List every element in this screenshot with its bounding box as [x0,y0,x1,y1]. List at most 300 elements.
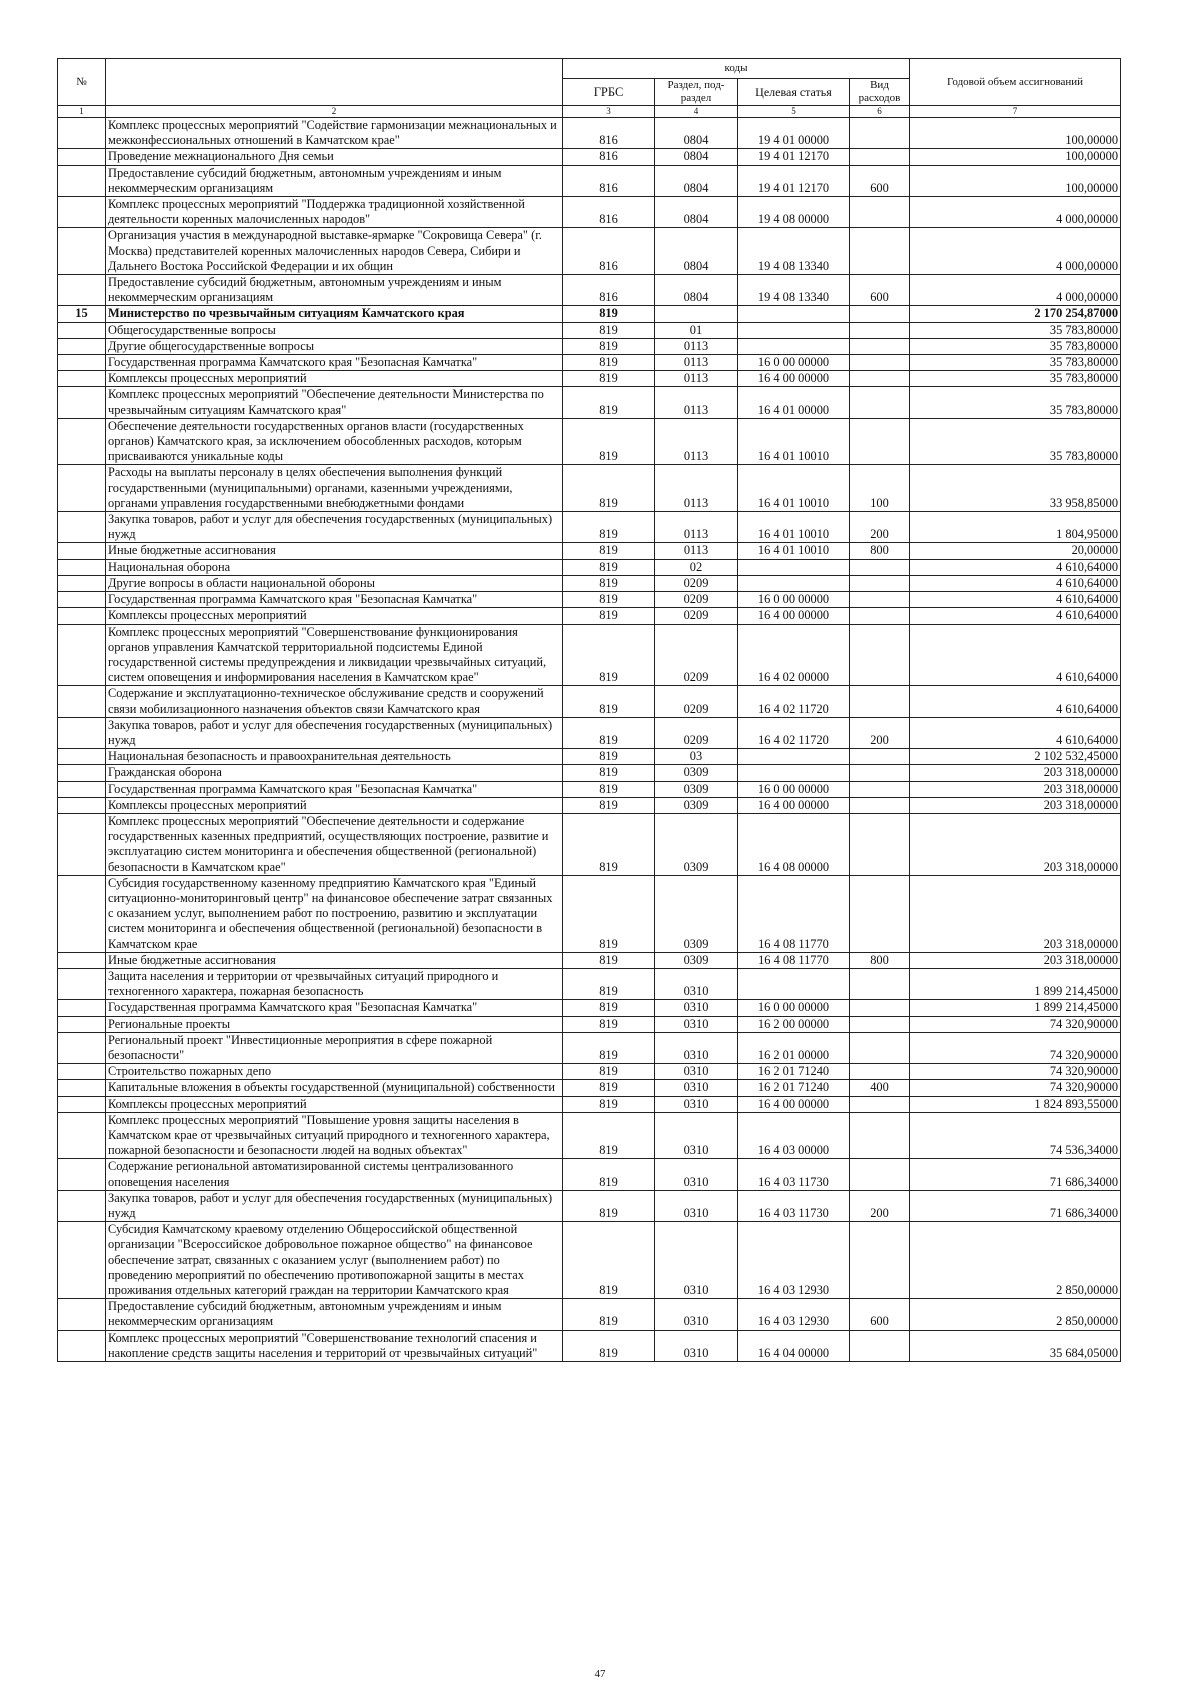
row-number [58,1096,106,1112]
row-name: Закупка товаров, работ и услуг для обеспечения государственных (муниципальных) нужд [106,512,563,543]
row-target [738,575,850,591]
row-number [58,575,106,591]
table-row [58,465,1121,512]
table-row [58,1190,1121,1221]
row-number [58,418,106,465]
row-target: 16 4 01 00000 [738,387,850,418]
row-number [58,875,106,952]
row-type: 200 [850,512,910,543]
row-amount: 2 102 532,45000 [910,749,1121,765]
row-grbs: 819 [563,1190,655,1221]
row-type [850,1159,910,1190]
row-section: 0309 [655,952,738,968]
row-grbs: 819 [563,813,655,875]
row-type: 400 [850,1080,910,1096]
row-amount: 203 318,00000 [910,765,1121,781]
row-section: 0310 [655,1032,738,1063]
row-number [58,1112,106,1159]
row-grbs: 819 [563,1016,655,1032]
row-target: 16 0 00 00000 [738,781,850,797]
row-name: Комплексы процессных мероприятий [106,797,563,813]
row-grbs: 819 [563,1080,655,1096]
row-section: 0310 [655,1064,738,1080]
row-amount: 203 318,00000 [910,781,1121,797]
row-grbs: 819 [563,338,655,354]
column-number: 2 [106,106,563,118]
row-name: Гражданская оборона [106,765,563,781]
row-name: Региональные проекты [106,1016,563,1032]
table-row [58,875,1121,952]
column-number: 5 [738,106,850,118]
table-row [58,1222,1121,1299]
row-target: 16 4 02 11720 [738,717,850,748]
row-type [850,592,910,608]
row-type: 600 [850,275,910,306]
row-section: 0113 [655,387,738,418]
header-amount: Годовой объем ассигнований [910,59,1121,106]
row-grbs: 816 [563,228,655,275]
row-grbs: 819 [563,781,655,797]
table-row [58,165,1121,196]
row-type [850,371,910,387]
row-section: 0804 [655,275,738,306]
row-type [850,875,910,952]
row-name: Предоставление субсидий бюджетным, автономным учреждениям и иным некоммерческим организациям [106,165,563,196]
row-target: 19 4 01 12170 [738,165,850,196]
row-section: 0804 [655,149,738,165]
row-target: 19 4 08 00000 [738,197,850,228]
table-row [58,149,1121,165]
row-number [58,765,106,781]
row-section: 0310 [655,1222,738,1299]
row-number [58,512,106,543]
table-row [58,306,1121,322]
row-section: 0804 [655,165,738,196]
row-section: 0309 [655,875,738,952]
row-section: 0113 [655,465,738,512]
table-row [58,686,1121,717]
row-grbs: 819 [563,1330,655,1361]
row-grbs: 819 [563,968,655,999]
budget-table-page [57,58,1120,1362]
row-amount: 4 000,00000 [910,275,1121,306]
table-row [58,512,1121,543]
row-target [738,559,850,575]
row-number [58,1080,106,1096]
row-amount: 4 000,00000 [910,197,1121,228]
row-target: 16 4 00 00000 [738,797,850,813]
row-name: Иные бюджетные ассигнования [106,543,563,559]
row-amount: 1 804,95000 [910,512,1121,543]
table-row [58,1000,1121,1016]
row-number [58,968,106,999]
row-amount: 4 610,64000 [910,559,1121,575]
row-name: Предоставление субсидий бюджетным, автономным учреждениям и иным некоммерческим организациям [106,275,563,306]
row-type [850,228,910,275]
table-row [58,322,1121,338]
row-name: Государственная программа Камчатского края "Безопасная Камчатка" [106,355,563,371]
row-amount: 74 536,34000 [910,1112,1121,1159]
row-name: Национальная безопасность и правоохранительная деятельность [106,749,563,765]
column-number: 4 [655,106,738,118]
row-grbs: 819 [563,875,655,952]
row-target: 16 0 00 00000 [738,355,850,371]
row-number [58,1016,106,1032]
row-number [58,275,106,306]
row-name: Комплекс процессных мероприятий "Содействие гармонизации межнациональных и межконфессиональных отношений в Камчатском крае" [106,118,563,149]
row-target: 16 4 01 10010 [738,418,850,465]
row-type [850,1016,910,1032]
table-row [58,624,1121,686]
row-type [850,149,910,165]
table-row [58,1080,1121,1096]
row-number [58,1064,106,1080]
row-amount: 74 320,90000 [910,1032,1121,1063]
row-grbs: 819 [563,355,655,371]
row-amount: 203 318,00000 [910,875,1121,952]
row-type [850,322,910,338]
row-name: Субсидия государственному казенному предприятию Камчатского края "Единый ситуационно-мониторинговый центр" на финансовое обеспечение затрат связанных с оказанием услуг, выполнением работ по построению, развитию и эксплуатации систем мониторинга и обеспечения общественной (региональной) безопасности в Камчатском крае [106,875,563,952]
table-row [58,592,1121,608]
row-target: 16 4 00 00000 [738,371,850,387]
row-section: 0113 [655,512,738,543]
row-grbs: 816 [563,118,655,149]
row-section: 0310 [655,1299,738,1330]
row-type [850,1096,910,1112]
row-grbs: 819 [563,575,655,591]
row-target: 16 0 00 00000 [738,1000,850,1016]
row-section: 0804 [655,118,738,149]
row-amount: 203 318,00000 [910,797,1121,813]
row-section: 0804 [655,197,738,228]
row-name: Региональный проект "Инвестиционные мероприятия в сфере пожарной безопасности" [106,1032,563,1063]
table-row [58,355,1121,371]
table-row [58,1159,1121,1190]
table-row [58,418,1121,465]
table-row [58,1330,1121,1361]
row-target: 19 4 08 13340 [738,275,850,306]
row-type [850,418,910,465]
row-number [58,355,106,371]
row-amount: 71 686,34000 [910,1159,1121,1190]
row-target: 16 4 02 11720 [738,686,850,717]
row-type [850,749,910,765]
row-grbs: 816 [563,197,655,228]
row-target: 16 4 03 00000 [738,1112,850,1159]
table-row [58,968,1121,999]
row-type [850,338,910,354]
row-amount: 203 318,00000 [910,952,1121,968]
row-target: 16 4 03 11730 [738,1190,850,1221]
table-row [58,387,1121,418]
table-row [58,118,1121,149]
table-row [58,543,1121,559]
row-type [850,306,910,322]
row-section: 01 [655,322,738,338]
row-grbs: 819 [563,371,655,387]
row-name: Закупка товаров, работ и услуг для обеспечения государственных (муниципальных) нужд [106,717,563,748]
row-number [58,1000,106,1016]
row-grbs: 816 [563,165,655,196]
row-name: Другие вопросы в области национальной обороны [106,575,563,591]
row-number [58,797,106,813]
row-name: Предоставление субсидий бюджетным, автономным учреждениям и иным некоммерческим организациям [106,1299,563,1330]
table-row [58,717,1121,748]
row-section: 0309 [655,813,738,875]
row-section: 03 [655,749,738,765]
row-grbs: 819 [563,1159,655,1190]
row-number [58,1222,106,1299]
row-section: 0209 [655,624,738,686]
row-grbs: 819 [563,387,655,418]
row-amount: 4 610,64000 [910,686,1121,717]
table-row [58,749,1121,765]
row-amount: 1 824 893,55000 [910,1096,1121,1112]
row-type [850,1112,910,1159]
row-amount: 100,00000 [910,165,1121,196]
header-grbs: ГРБС [563,79,655,106]
row-grbs: 819 [563,465,655,512]
row-grbs: 819 [563,624,655,686]
row-number [58,1330,106,1361]
row-number [58,813,106,875]
row-target: 16 4 08 11770 [738,952,850,968]
row-section: 0309 [655,765,738,781]
budget-table [57,58,1121,1362]
row-amount: 2 850,00000 [910,1299,1121,1330]
row-target: 19 4 01 00000 [738,118,850,149]
row-section: 0113 [655,338,738,354]
row-number [58,686,106,717]
row-grbs: 819 [563,543,655,559]
row-type [850,765,910,781]
column-number: 3 [563,106,655,118]
row-number [58,149,106,165]
header-no: № [58,59,106,106]
row-grbs: 819 [563,1032,655,1063]
row-section: 0209 [655,686,738,717]
budget-rows [58,118,1121,1362]
row-grbs: 819 [563,797,655,813]
row-number [58,228,106,275]
row-grbs: 816 [563,149,655,165]
row-name: Общегосударственные вопросы [106,322,563,338]
row-amount: 33 958,85000 [910,465,1121,512]
table-row [58,1032,1121,1063]
row-section: 0310 [655,968,738,999]
row-grbs: 819 [563,952,655,968]
row-type [850,355,910,371]
row-name: Комплекс процессных мероприятий "Совершенствование технологий спасения и накопление средств защиты населения и территорий от чрезвычайных ситуаций" [106,1330,563,1361]
row-number [58,1299,106,1330]
row-name: Иные бюджетные ассигнования [106,952,563,968]
row-type: 200 [850,1190,910,1221]
row-section: 02 [655,559,738,575]
table-row [58,228,1121,275]
row-grbs: 819 [563,512,655,543]
row-target: 16 4 03 12930 [738,1299,850,1330]
row-target: 16 4 02 00000 [738,624,850,686]
row-type [850,813,910,875]
table-row [58,275,1121,306]
row-number [58,749,106,765]
row-number [58,322,106,338]
row-target: 16 4 08 00000 [738,813,850,875]
row-amount: 35 684,05000 [910,1330,1121,1361]
row-type [850,781,910,797]
row-type [850,387,910,418]
row-type [850,1222,910,1299]
row-number [58,118,106,149]
row-number [58,387,106,418]
row-type [850,1330,910,1361]
row-target: 16 4 00 00000 [738,608,850,624]
row-amount: 74 320,90000 [910,1016,1121,1032]
table-row [58,952,1121,968]
row-grbs: 819 [563,1222,655,1299]
row-target [738,749,850,765]
row-section: 0113 [655,418,738,465]
row-number [58,608,106,624]
table-row [58,797,1121,813]
row-section: 0310 [655,1330,738,1361]
row-amount: 35 783,80000 [910,371,1121,387]
row-target: 16 2 01 71240 [738,1064,850,1080]
row-name: Комплекс процессных мероприятий "Повышение уровня защиты населения в Камчатском крае от чрезвычайных ситуаций природного и техногенного характера, пожарной безопасности и безопасности людей на водных объектах" [106,1112,563,1159]
row-grbs: 819 [563,1299,655,1330]
row-target [738,322,850,338]
page-number: 47 [594,1668,606,1680]
column-number: 6 [850,106,910,118]
row-type [850,797,910,813]
row-grbs: 819 [563,765,655,781]
row-section: 0310 [655,1080,738,1096]
row-name: Комплексы процессных мероприятий [106,608,563,624]
row-amount: 4 610,64000 [910,575,1121,591]
row-type [850,197,910,228]
row-grbs: 819 [563,592,655,608]
row-name: Комплекс процессных мероприятий "Обеспечение деятельности и содержание государственных казенных предприятий, осуществляющих построение, развитие и эксплуатацию систем мониторинга и обеспечения общественной (региональной) безопасности в Камчатском крае" [106,813,563,875]
row-section: 0209 [655,592,738,608]
row-name: Организация участия в международной выставке-ярмарке "Сокровища Севера" (г. Москва) представителей коренных малочисленных народов Севера, Сибири и Дальнего Востока Российской Федерации и их общин [106,228,563,275]
row-name: Комплексы процессных мероприятий [106,1096,563,1112]
row-amount: 71 686,34000 [910,1190,1121,1221]
row-target: 16 2 00 00000 [738,1016,850,1032]
row-target: 16 4 01 10010 [738,543,850,559]
row-type [850,608,910,624]
row-amount: 4 000,00000 [910,228,1121,275]
row-type [850,1000,910,1016]
row-section: 0309 [655,797,738,813]
table-row [58,559,1121,575]
row-amount: 203 318,00000 [910,813,1121,875]
row-type [850,624,910,686]
row-grbs: 819 [563,608,655,624]
row-number [58,559,106,575]
row-name: Комплекс процессных мероприятий "Обеспечение деятельности Министерства по чрезвычайным ситуациям Камчатского края" [106,387,563,418]
row-name: Субсидия Камчатскому краевому отделению Общероссийской общественной организации "Всероссийское добровольное пожарное общество" на финансовое обеспечение затрат, связанных с оказанием услуг (выполнением работ) по проведению мероприятий по обеспечению противопожарной защиты в местах проживания отдельных категорий граждан на территории Камчатского края [106,1222,563,1299]
row-amount: 4 610,64000 [910,592,1121,608]
row-name: Национальная оборона [106,559,563,575]
row-number [58,165,106,196]
row-number [58,465,106,512]
row-amount: 35 783,80000 [910,355,1121,371]
column-numbers-row [58,106,1121,118]
row-target: 19 4 08 13340 [738,228,850,275]
row-name: Обеспечение деятельности государственных органов власти (государственных органов) Камчатского края, за исключением обособленных расходов, которым присваиваются уникальные коды [106,418,563,465]
row-grbs: 819 [563,686,655,717]
row-target [738,306,850,322]
row-name: Строительство пожарных депо [106,1064,563,1080]
row-name: Другие общегосударственные вопросы [106,338,563,354]
row-section: 0209 [655,608,738,624]
row-target: 16 4 00 00000 [738,1096,850,1112]
row-name: Содержание региональной автоматизированной системы централизованного оповещения населения [106,1159,563,1190]
row-target: 16 4 01 10010 [738,465,850,512]
row-amount: 1 899 214,45000 [910,968,1121,999]
table-row [58,765,1121,781]
row-type: 600 [850,1299,910,1330]
row-number [58,781,106,797]
table-row [58,813,1121,875]
row-name: Содержание и эксплуатационно-техническое обслуживание средств и сооружений связи мобилизационного назначения объектов связи Камчатского края [106,686,563,717]
row-amount: 2 170 254,87000 [910,306,1121,322]
row-section: 0209 [655,717,738,748]
row-section: 0310 [655,1112,738,1159]
row-number [58,1159,106,1190]
table-row [58,1016,1121,1032]
row-name: Защита населения и территории от чрезвычайных ситуаций природного и техногенного характера, пожарная безопасность [106,968,563,999]
row-number [58,543,106,559]
row-section: 0310 [655,1159,738,1190]
row-target: 16 4 03 12930 [738,1222,850,1299]
row-amount: 2 850,00000 [910,1222,1121,1299]
row-amount: 35 783,80000 [910,338,1121,354]
row-type [850,1032,910,1063]
row-grbs: 819 [563,1112,655,1159]
row-number [58,624,106,686]
row-number [58,592,106,608]
row-name: Капитальные вложения в объекты государственной (муниципальной) собственности [106,1080,563,1096]
row-number [58,338,106,354]
row-amount: 100,00000 [910,118,1121,149]
row-section: 0113 [655,371,738,387]
row-amount: 35 783,80000 [910,387,1121,418]
row-amount: 35 783,80000 [910,418,1121,465]
table-row [58,338,1121,354]
row-section: 0310 [655,1096,738,1112]
row-number [58,717,106,748]
table-row [58,608,1121,624]
row-section: 0310 [655,1016,738,1032]
header-target: Целевая статья [738,79,850,106]
row-amount: 20,00000 [910,543,1121,559]
row-type [850,575,910,591]
row-section: 0310 [655,1000,738,1016]
row-name: Государственная программа Камчатского края "Безопасная Камчатка" [106,781,563,797]
row-name: Расходы на выплаты персоналу в целях обеспечения выполнения функций государственными (муниципальными) органами, казенными учреждениями, органами управления государственными внебюджетными фондами [106,465,563,512]
table-row [58,781,1121,797]
row-grbs: 819 [563,322,655,338]
row-type: 100 [850,465,910,512]
header-codes: коды [563,59,910,79]
row-target: 16 0 00 00000 [738,592,850,608]
row-amount: 1 899 214,45000 [910,1000,1121,1016]
row-name: Комплекс процессных мероприятий "Поддержка традиционной хозяйственной деятельности коренных малочисленных народов" [106,197,563,228]
row-grbs: 819 [563,418,655,465]
row-amount: 35 783,80000 [910,322,1121,338]
row-target: 16 4 04 00000 [738,1330,850,1361]
